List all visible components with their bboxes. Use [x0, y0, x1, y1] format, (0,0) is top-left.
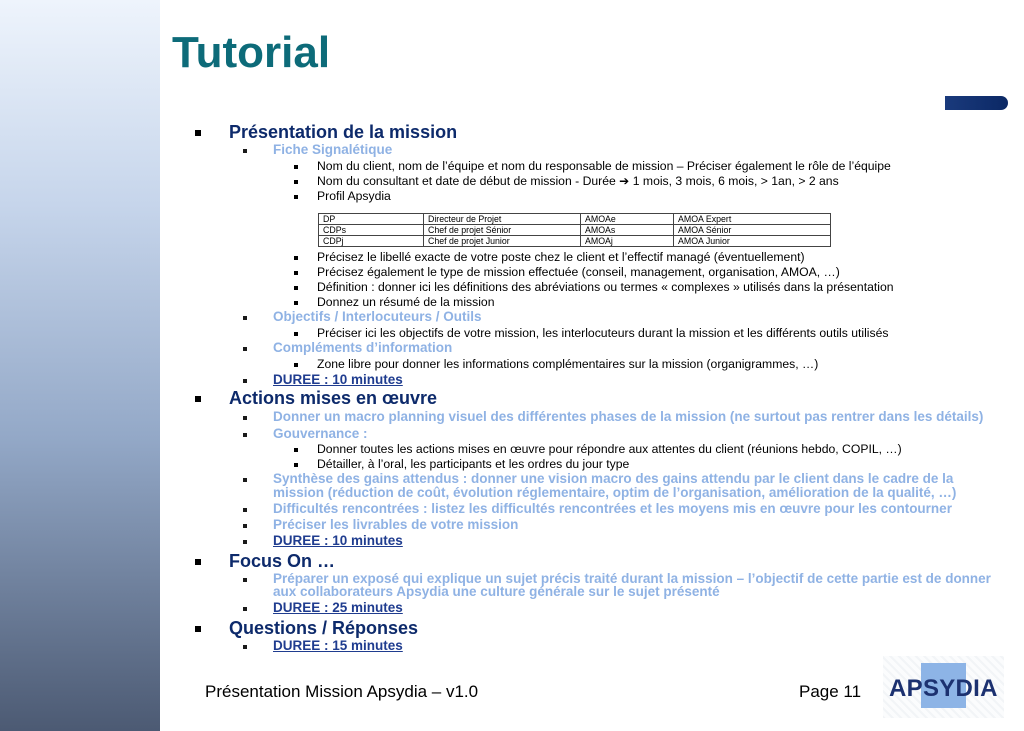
level3-bullet [294, 195, 298, 199]
section-focus-on: Focus On … [229, 551, 336, 571]
level2-bullet [243, 478, 247, 482]
section-actions: Actions mises en œuvre [229, 388, 438, 408]
detail-item: Préciser ici les objectifs de votre mission, les interlocuteurs durant la mission et les différents outils utilisés [317, 326, 889, 340]
table-cell: Directeur de Projet [424, 214, 581, 225]
level3-bullet [294, 363, 298, 367]
subsection-expose-line1: Préparer un exposé qui explique un sujet précis traité durant la mission – l’objectif de cette partie est de donner [273, 571, 991, 586]
profile-table [318, 213, 831, 247]
table-cell: AMOA Junior [674, 236, 831, 247]
slide-title: Tutorial [172, 28, 331, 77]
table-cell: AMOAe [581, 214, 674, 225]
section-presentation-mission: Présentation de la mission [229, 122, 458, 142]
level1-bullet [195, 559, 201, 565]
detail-item: Nom du consultant et date de début de mission - Durée ➔ 1 mois, 3 mois, 6 mois, > 1an, > 2 ans [317, 174, 839, 188]
level1-bullet [195, 626, 201, 632]
table-cell: CDPs [319, 225, 424, 236]
title-bar [945, 96, 1008, 110]
logo-text: APSYDIA [889, 675, 998, 702]
detail-item: Précisez également le type de mission effectuée (conseil, management, organisation, AMOA, …) [317, 265, 840, 279]
subsection-livrables: Préciser les livrables de votre mission [273, 517, 519, 532]
detail-item: Donner toutes les actions mises en œuvre pour répondre aux attentes du client (réunions hebdo, COPIL, …) [317, 442, 902, 456]
duration-label: DUREE : 15 minutes [273, 638, 403, 653]
level3-bullet [294, 286, 298, 290]
apsydia-logo [883, 656, 1004, 718]
table-row [319, 225, 831, 236]
subsection-synthese-line1: Synthèse des gains attendus : donner une vision macro des gains attendu par le client dans le cadre de la [273, 471, 954, 486]
subsection-gouvernance: Gouvernance : [273, 426, 368, 441]
level2-bullet [243, 316, 247, 320]
table-cell: AMOAj [581, 236, 674, 247]
level3-bullet [294, 448, 298, 452]
footer-page-number: Page 11 [799, 682, 862, 701]
subsection-expose-line2: aux collaborateurs Apsydia une culture générale sur le sujet présenté [273, 584, 720, 599]
level2-bullet [243, 508, 247, 512]
subsection-objectifs: Objectifs / Interlocuteurs / Outils [273, 309, 482, 324]
level3-bullet [294, 332, 298, 336]
table-cell: AMOAs [581, 225, 674, 236]
table-cell: DP [319, 214, 424, 225]
level2-bullet [243, 149, 247, 153]
level1-bullet [195, 396, 201, 402]
section-questions-reponses: Questions / Réponses [229, 618, 419, 638]
duration-label: DUREE : 25 minutes [273, 600, 403, 615]
table-cell: Chef de projet Sénior [424, 225, 581, 236]
table-row [319, 214, 831, 225]
detail-item: Détailler, à l’oral, les participants et les ordres du jour type [317, 457, 630, 471]
subsection-difficultes: Difficultés rencontrées : listez les difficultés rencontrées et les moyens mis en œuvre pour les contourner [273, 501, 952, 516]
level1-bullet [195, 130, 201, 136]
subsection-macro-planning: Donner un macro planning visuel des différentes phases de la mission (ne surtout pas rentrer dans les détails) [273, 409, 984, 424]
level2-bullet [243, 540, 247, 544]
detail-item: Donnez un résumé de la mission [317, 295, 495, 309]
detail-item: Nom du client, nom de l’équipe et nom du responsable de mission – Préciser également le rôle de l’équipe [317, 159, 891, 173]
level3-bullet [294, 301, 298, 305]
level3-bullet [294, 271, 298, 275]
detail-item: Profil Apsydia [317, 189, 391, 203]
level3-bullet [294, 256, 298, 260]
detail-item: Précisez le libellé exacte de votre poste chez le client et l’effectif managé (éventuellement) [317, 250, 805, 264]
detail-item: Zone libre pour donner les informations complémentaires sur la mission (organigrammes, …) [317, 357, 819, 371]
table-cell: AMOA Expert [674, 214, 831, 225]
level2-bullet [243, 645, 247, 649]
level2-bullet [243, 379, 247, 383]
duration-label: DUREE : 10 minutes [273, 372, 403, 387]
duration-label: DUREE : 10 minutes [273, 533, 403, 548]
level2-bullet [243, 347, 247, 351]
sidebar-gradient [0, 0, 160, 731]
level2-bullet [243, 524, 247, 528]
detail-item: Définition : donner ici les définitions des abréviations ou termes « complexes » utilisés dans la présentation [317, 280, 894, 294]
footer-presentation-title: Présentation Mission Apsydia – v1.0 [205, 682, 479, 701]
table-cell: AMOA Sénior [674, 225, 831, 236]
level3-bullet [294, 463, 298, 467]
level2-bullet [243, 433, 247, 437]
level2-bullet [243, 578, 247, 582]
subsection-fiche-signaletique: Fiche Signalétique [273, 142, 393, 157]
subsection-synthese-line2: mission (réduction de coût, évolution réglementaire, optim de l’organisation, amélioration de la qualité, …) [273, 485, 957, 500]
level3-bullet [294, 165, 298, 169]
table-row [319, 236, 831, 247]
table-cell: Chef de projet Junior [424, 236, 581, 247]
subsection-complements: Compléments d’information [273, 340, 453, 355]
level3-bullet [294, 180, 298, 184]
table-cell: CDPj [319, 236, 424, 247]
level2-bullet [243, 416, 247, 420]
level2-bullet [243, 607, 247, 611]
